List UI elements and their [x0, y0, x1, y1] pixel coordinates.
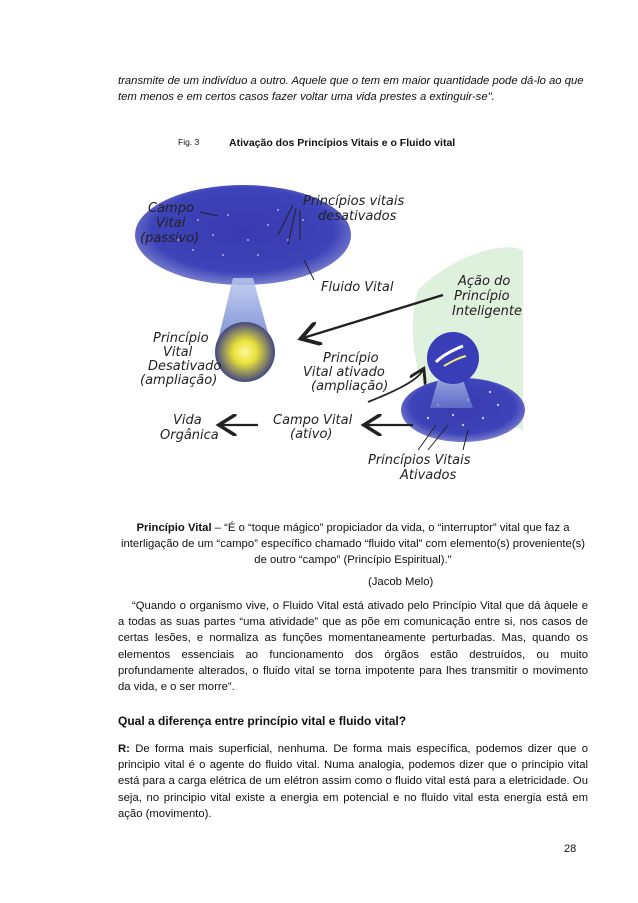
- label-ativados-2: Ativados: [400, 468, 457, 483]
- label-principio-desativado: [140, 331, 221, 388]
- figure-number: Fig. 3: [178, 137, 200, 147]
- label-pa-2: Vital ativado: [303, 365, 385, 380]
- label-acao-3: Inteligente: [452, 304, 522, 319]
- label-fluido-vital: Fluido Vital: [321, 280, 394, 295]
- quote-paragraph: “Quando o organismo vive, o Fluido Vital está ativado pelo Princípio Vital que dá àquele e a todas as suas partes “uma atividade” que as põe em comunicação entre si, nos casos de certas lesões, e normaliza as funções momentaneamente perturbadas. Mas, quando os elementos essenciais ao funcionamento dos órgãos estão destruídos, ou muito profundamente alterados, o fluido vital se torna impotente para lhes transmitir o movimento da vida, e o ser morre”.: [118, 600, 588, 694]
- label-passivo-1: Campo: [148, 201, 194, 216]
- label-ativo-1: Campo Vital: [273, 413, 353, 428]
- label-desativados-1: Princípios vitais: [303, 194, 405, 209]
- label-acao-2: Princípio: [454, 289, 510, 304]
- vital-principle-diagram: [118, 180, 528, 490]
- answer-paragraph: [118, 741, 588, 822]
- label-vida-2: Orgânica: [160, 428, 219, 443]
- answer-text: De forma mais superficial, nenhuma. De forma mais específica, podemos dizer que o principio vital é o agente do fluido vital. Numa analogia, podemos dizer que o principio vital está para a carga elétrica de um elétron assim como o fluido vital está para a eletricidade. Ou seja, no principio vital existe a energia em potencial e no fluido vital esta energia está em ação (movimento).: [118, 743, 588, 820]
- label-ativo-2: (ativo): [290, 427, 333, 442]
- definition-term: Princípio Vital: [136, 522, 212, 534]
- label-pd-2: Vital: [163, 345, 193, 360]
- definition-paragraph: [118, 520, 588, 568]
- label-principios-desativados: [303, 194, 404, 224]
- intro-paragraph: transmite de um indivíduo a outro. Aquele que o tem em maior quantidade pode dá-lo ao que tem menos e em certos casos fazer voltar uma vida prestes a extinguir-se".: [118, 75, 584, 103]
- label-principios-ativados: [368, 453, 471, 483]
- label-vida-1: Vida: [173, 413, 202, 428]
- label-vida-organica: [160, 413, 219, 443]
- citation: (Jacob Melo): [368, 576, 434, 588]
- activated-core: [427, 332, 479, 384]
- label-passivo-2: Vital: [156, 216, 186, 231]
- figure-title: Ativação dos Princípios Vitais e o Fluido vital: [229, 137, 456, 149]
- label-pd-3: Desativado: [148, 359, 222, 374]
- label-acao-1: Ação do: [458, 274, 511, 289]
- page-number: 28: [564, 843, 577, 855]
- label-passivo-3: (passivo): [140, 231, 200, 246]
- label-desativados-2: desativados: [318, 209, 397, 224]
- label-pd-4: (ampliação): [140, 373, 218, 388]
- deactivated-core: [215, 322, 275, 382]
- label-pa-3: (ampliação): [311, 379, 389, 394]
- label-pa-1: Princípio: [323, 351, 379, 366]
- question-heading: Qual a diferença entre princípio vital e fluido vital?: [118, 714, 407, 728]
- label-principio-ativado: [303, 351, 388, 394]
- answer-prefix: R:: [118, 743, 130, 755]
- definition-text: – “É o “toque mágico” propiciador da vida, o “interruptor” vital que faz a interligação de um “campo” específico chamado “fluido vital” com elemento(s) proveniente(s) de outro “campo” (Princípio Espiritual).": [120, 522, 585, 566]
- label-ativados-1: Princípios Vitais: [368, 453, 471, 468]
- label-pd-1: Princípio: [153, 331, 209, 346]
- label-campo-vital-ativo: [273, 413, 353, 442]
